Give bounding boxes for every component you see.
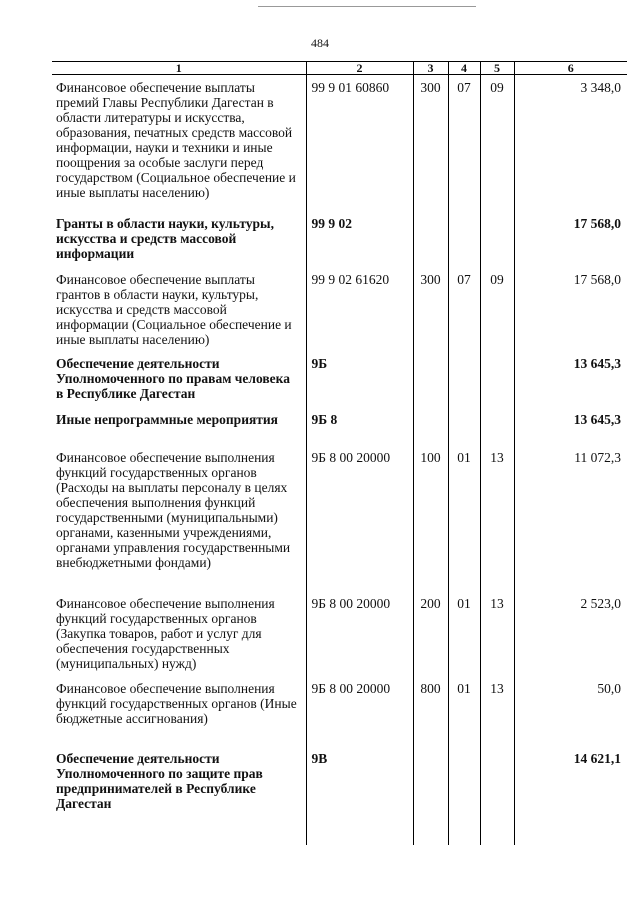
amount: 50,0 bbox=[514, 676, 627, 746]
column-header: 2 bbox=[306, 62, 413, 75]
expense-type-code bbox=[413, 746, 448, 811]
section-code: 07 bbox=[448, 75, 480, 211]
section-code: 07 bbox=[448, 267, 480, 351]
expense-type-code: 100 bbox=[413, 445, 448, 591]
table-row bbox=[52, 211, 627, 267]
subsection-code bbox=[480, 211, 514, 267]
expense-type-code: 800 bbox=[413, 676, 448, 746]
empty-cell bbox=[480, 811, 514, 845]
item-name: Обеспечение деятельности Уполномоченного по защите прав предпринимателей в Республике Дагестан bbox=[56, 750, 263, 811]
item-name: Финансовое обеспечение выполнения функций государственных органов (Расходы на выплаты персоналу в целях обеспечения выполнения функций государственными (муниципальными) органами, казенными учреждениями, органами управления государственными внебюджетными фондами) bbox=[56, 449, 291, 570]
section-code: 01 bbox=[448, 591, 480, 676]
expense-type-code bbox=[413, 211, 448, 267]
subsection-code bbox=[480, 407, 514, 445]
table-row bbox=[52, 445, 627, 591]
item-name: Обеспечение деятельности Уполномоченного по правам человека в Республике Дагестан bbox=[56, 355, 290, 401]
expense-type-code bbox=[413, 407, 448, 445]
table-row bbox=[52, 407, 627, 445]
budget-table bbox=[52, 61, 627, 845]
empty-cell bbox=[306, 811, 413, 845]
empty-cell bbox=[52, 811, 306, 845]
section-code: 01 bbox=[448, 676, 480, 746]
subsection-code: 13 bbox=[480, 676, 514, 746]
subsection-code: 09 bbox=[480, 75, 514, 211]
empty-cell bbox=[413, 811, 448, 845]
column-header: 6 bbox=[514, 62, 627, 75]
target-article-code: 9Б 8 00 20000 bbox=[306, 445, 413, 591]
target-article-code: 9Б 8 00 20000 bbox=[306, 591, 413, 676]
table-body bbox=[52, 75, 627, 845]
empty-cell bbox=[448, 811, 480, 845]
column-header: 3 bbox=[413, 62, 448, 75]
column-header: 4 bbox=[448, 62, 480, 75]
subsection-code bbox=[480, 351, 514, 407]
section-code bbox=[448, 746, 480, 811]
expense-type-code: 300 bbox=[413, 75, 448, 211]
expense-type-code bbox=[413, 351, 448, 407]
amount: 11 072,3 bbox=[514, 445, 627, 591]
expense-type-code: 300 bbox=[413, 267, 448, 351]
subsection-code bbox=[480, 746, 514, 811]
amount: 13 645,3 bbox=[514, 351, 627, 407]
column-header: 1 bbox=[52, 62, 306, 75]
table-row bbox=[52, 676, 627, 746]
item-name: Финансовое обеспечение выполнения функций государственных органов (Иные бюджетные ассигнования) bbox=[56, 680, 297, 726]
table-row bbox=[52, 267, 627, 351]
section-code: 01 bbox=[448, 445, 480, 591]
section-code bbox=[448, 351, 480, 407]
amount: 17 568,0 bbox=[514, 211, 627, 267]
header-row bbox=[52, 62, 627, 75]
target-article-code: 99 9 01 60860 bbox=[306, 75, 413, 211]
section-code bbox=[448, 211, 480, 267]
expense-type-code: 200 bbox=[413, 591, 448, 676]
item-name: Иные непрограммные мероприятия bbox=[56, 411, 278, 427]
empty-cell bbox=[514, 811, 627, 845]
table-row bbox=[52, 591, 627, 676]
table-filler-row bbox=[52, 811, 627, 845]
amount: 13 645,3 bbox=[514, 407, 627, 445]
item-name: Финансовое обеспечение выплаты грантов в области науки, культуры, искусства и средств массовой информации (Социальное обеспечение и иные выплаты населению) bbox=[56, 271, 292, 347]
page-number: 484 bbox=[311, 36, 329, 50]
subsection-code: 13 bbox=[480, 591, 514, 676]
amount: 3 348,0 bbox=[514, 75, 627, 211]
table-row bbox=[52, 351, 627, 407]
target-article-code: 9В bbox=[306, 746, 413, 811]
table-row bbox=[52, 746, 627, 811]
subsection-code: 13 bbox=[480, 445, 514, 591]
item-name: Финансовое обеспечение выплаты премий Главы Республики Дагестан в области литературы и искусства, образования, печатных средств массовой информации, науки и техники и иные поощрения за особые заслуги перед государством (Социальное обеспечение и иные выплаты населению) bbox=[56, 80, 296, 200]
target-article-code: 99 9 02 bbox=[306, 211, 413, 267]
target-article-code: 99 9 02 61620 bbox=[306, 267, 413, 351]
column-header: 5 bbox=[480, 62, 514, 75]
table-row bbox=[52, 75, 627, 211]
top-rule bbox=[258, 6, 476, 7]
amount: 14 621,1 bbox=[514, 746, 627, 811]
amount: 2 523,0 bbox=[514, 591, 627, 676]
item-name: Финансовое обеспечение выполнения функций государственных органов (Закупка товаров, работ и услуг для обеспечения государственных (муниципальных) нужд) bbox=[56, 595, 275, 671]
subsection-code: 09 bbox=[480, 267, 514, 351]
section-code bbox=[448, 407, 480, 445]
target-article-code: 9Б 8 00 20000 bbox=[306, 676, 413, 746]
target-article-code: 9Б 8 bbox=[306, 407, 413, 445]
target-article-code: 9Б bbox=[306, 351, 413, 407]
amount: 17 568,0 bbox=[514, 267, 627, 351]
item-name: Гранты в области науки, культуры, искусства и средств массовой информации bbox=[56, 215, 274, 261]
